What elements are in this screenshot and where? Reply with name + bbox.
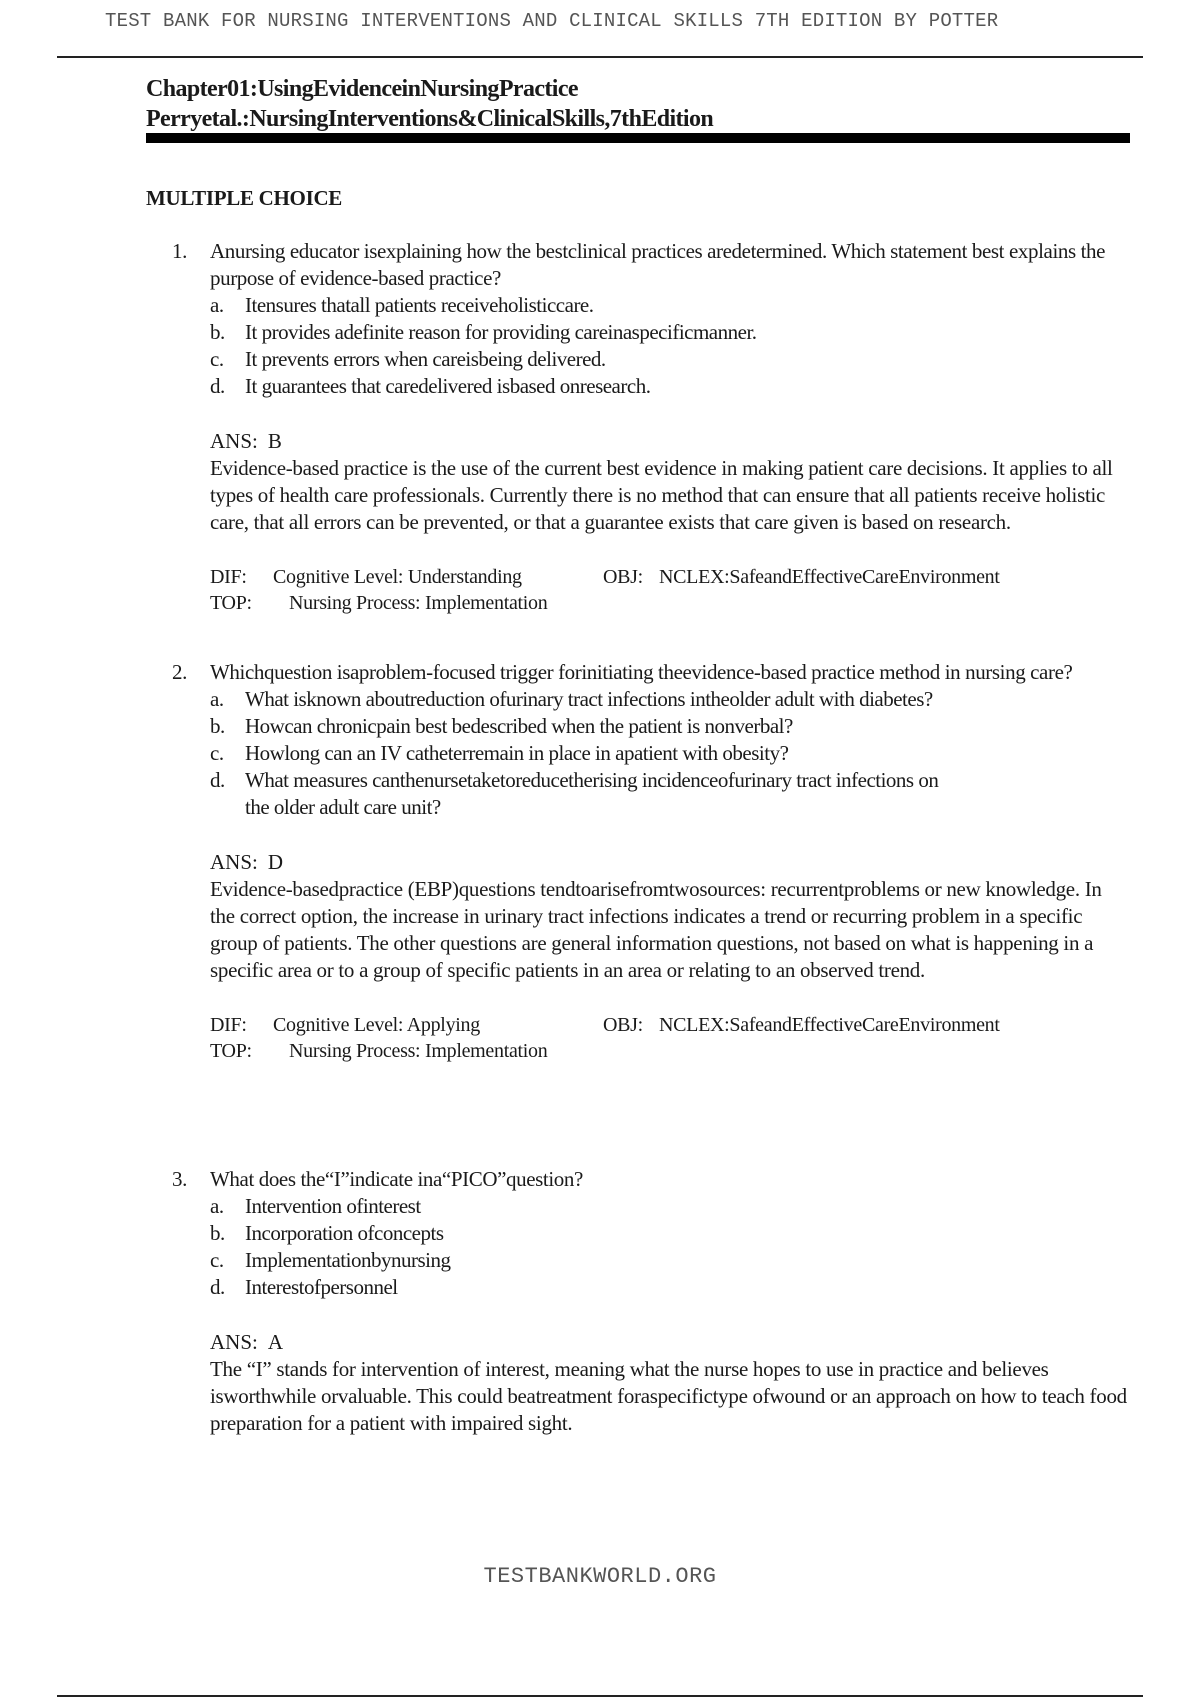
- question-3: [172, 1166, 1127, 1437]
- option-list: [172, 1193, 1122, 1301]
- chapter-title: [146, 74, 713, 134]
- option-letter: c.: [210, 741, 224, 765]
- option-text: It prevents errors when careisbeing delivered.: [245, 347, 606, 371]
- option-letter: d.: [210, 1275, 225, 1299]
- question-text: Anursing educator isexplaining how the bestclinical practices aredetermined. Which statement best explains the purpose of evidence-based practice?: [210, 239, 1106, 290]
- option-list: [172, 292, 1122, 400]
- option-d: [172, 1274, 1122, 1301]
- option-text: What measures canthenursetaketoreducetherising incidenceofurinary tract infections on the older adult care unit?: [245, 768, 939, 819]
- footer-rule: [57, 1695, 1143, 1697]
- question-stem: [172, 1166, 1122, 1193]
- answer-value: A: [267, 1330, 284, 1354]
- footer-watermark: TESTBANKWORLD.ORG: [483, 1564, 717, 1589]
- running-header: TEST BANK FOR NURSING INTERVENTIONS AND CLINICAL SKILLS 7TH EDITION BY POTTER: [105, 10, 999, 32]
- option-text: Howlong can an IV catheterremain in place in apatient with obesity?: [245, 741, 789, 765]
- meta-row-dif: [210, 1012, 1122, 1038]
- option-c: [172, 740, 1122, 767]
- option-d: [172, 373, 1122, 400]
- dif-label: DIF:: [210, 1014, 247, 1036]
- option-text: Incorporation ofconcepts: [245, 1221, 444, 1245]
- option-text: Interestofpersonnel: [245, 1275, 398, 1299]
- option-letter: b.: [210, 714, 225, 738]
- top-label: TOP:: [210, 1040, 252, 1062]
- question-2: [172, 659, 1122, 1064]
- option-text: Intervention ofinterest: [245, 1194, 421, 1218]
- option-letter: c.: [210, 1248, 224, 1272]
- answer: [172, 849, 1122, 876]
- option-c: [172, 1247, 1122, 1274]
- option-b: [172, 1220, 1122, 1247]
- option-text: It guarantees that caredelivered isbased onresearch.: [245, 374, 651, 398]
- option-b: [172, 713, 1122, 740]
- answer-value: D: [267, 850, 284, 874]
- obj-value: NCLEX:SafeandEffectiveCareEnvironment: [659, 566, 1000, 588]
- option-letter: a.: [210, 293, 224, 317]
- answer-label: ANS:: [210, 850, 258, 874]
- chapter-title-line1: Chapter01:UsingEvidenceinNursingPractice: [146, 76, 578, 102]
- option-letter: d.: [210, 768, 225, 792]
- option-a: [172, 1193, 1122, 1220]
- meta-row-top: [210, 590, 1122, 616]
- option-a: [172, 292, 1122, 319]
- option-letter: a.: [210, 1194, 224, 1218]
- option-text: It provides adefinite reason for providing careinaspecificmanner.: [245, 320, 757, 344]
- question-number: 2.: [172, 660, 187, 684]
- top-value: Nursing Process: Implementation: [289, 1040, 548, 1062]
- title-rule: [146, 133, 1130, 143]
- question-number: 3.: [172, 1167, 187, 1191]
- section-heading: MULTIPLE CHOICE: [146, 186, 343, 210]
- question-metadata: [172, 564, 1122, 616]
- answer: [172, 1329, 1122, 1356]
- top-label: TOP:: [210, 592, 252, 614]
- option-letter: b.: [210, 1221, 225, 1245]
- question-stem: [172, 659, 1122, 686]
- question-metadata: [172, 1012, 1122, 1064]
- dif-value: Cognitive Level: Applying: [273, 1014, 480, 1036]
- option-letter: c.: [210, 347, 224, 371]
- option-d: [172, 767, 965, 821]
- answer-label: ANS:: [210, 429, 258, 453]
- option-letter: a.: [210, 687, 224, 711]
- option-c: [172, 346, 1122, 373]
- question-text: Whichquestion isaproblem-focused trigger forinitiating theevidence-based practice method in nursing care?: [210, 660, 1073, 684]
- meta-row-dif: [210, 564, 1122, 590]
- dif-value: Cognitive Level: Understanding: [273, 566, 522, 588]
- obj-value: NCLEX:SafeandEffectiveCareEnvironment: [659, 1014, 1000, 1036]
- option-text: Implementationbynursing: [245, 1248, 451, 1272]
- obj-label: OBJ:: [603, 1014, 643, 1036]
- option-text: Itensures thatall patients receiveholisticcare.: [245, 293, 594, 317]
- question-stem: [172, 238, 1122, 292]
- rationale: Evidence-based practice is the use of the current best evidence in making patient care decisions. It applies to all types of health care professionals. Currently there is no method that can ensure that all patients receive holistic care, that all errors can be prevented, or that a guarantee exists that care given is based on research.: [210, 456, 1113, 534]
- header-rule: [57, 56, 1143, 58]
- question-text: What does the“I”indicate ina“PICO”question?: [210, 1167, 583, 1191]
- option-text: Howcan chronicpain best bedescribed when the patient is nonverbal?: [245, 714, 793, 738]
- option-text: What isknown aboutreduction ofurinary tract infections intheolder adult with diabetes?: [245, 687, 933, 711]
- rationale: The “I” stands for intervention of interest, meaning what the nurse hopes to use in practice and believes isworthwhile orvaluable. This could beatreatment foraspecifictype ofwound or an approach on how to teach food preparation for a patient with impaired sight.: [210, 1357, 1127, 1435]
- option-b: [172, 319, 1122, 346]
- option-list: [172, 686, 1122, 821]
- obj-label: OBJ:: [603, 566, 643, 588]
- chapter-title-line2: Perryetal.:NursingInterventions&ClinicalSkills,7thEdition: [146, 106, 714, 132]
- option-letter: d.: [210, 374, 225, 398]
- top-value: Nursing Process: Implementation: [289, 592, 548, 614]
- option-a: [172, 686, 965, 713]
- meta-row-top: [210, 1038, 1122, 1064]
- rationale: Evidence-basedpractice (EBP)questions tendtoarisefromtwosources: recurrentproblems or new knowledge. In the correct option, the increase in urinary tract infections indicates a trend or recurring problem in a specific group of patients. The other questions are general information questions, not based on what is happening in a specific area or to a group of specific patients in an area or relating to an observed trend.: [210, 877, 1102, 982]
- option-letter: b.: [210, 320, 225, 344]
- question-1: [172, 238, 1122, 616]
- answer: [172, 428, 1122, 455]
- dif-label: DIF:: [210, 566, 247, 588]
- answer-label: ANS:: [210, 1330, 258, 1354]
- question-number: 1.: [172, 239, 187, 263]
- answer-value: B: [267, 429, 282, 453]
